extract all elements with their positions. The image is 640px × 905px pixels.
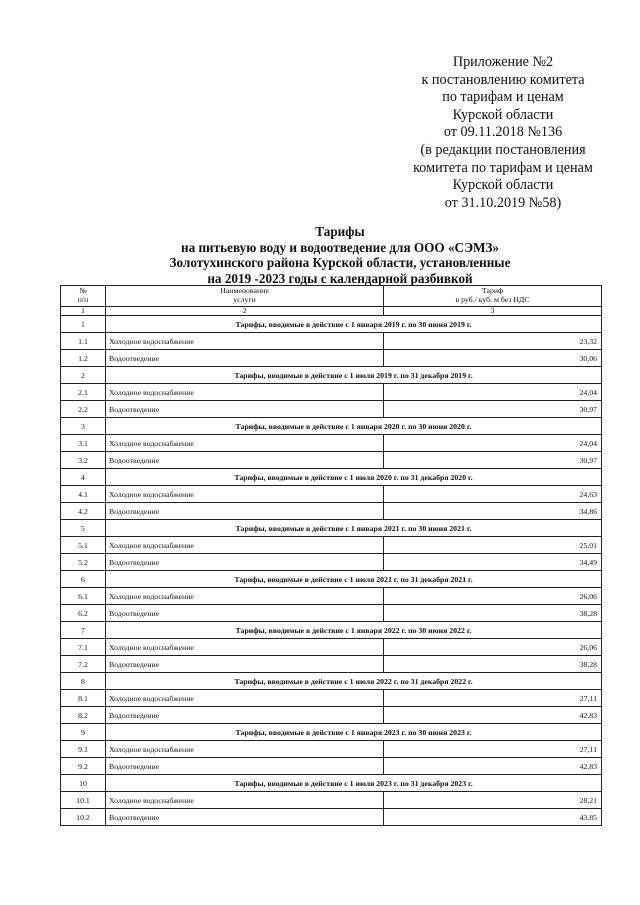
appendix-line: (в редакции постановления bbox=[420, 141, 586, 158]
appendix-line: по тарифам и ценам bbox=[442, 89, 564, 106]
appendix-reference bbox=[378, 54, 628, 212]
period-title: Тарифы, вводимые в действие с 1 января 2019 г. по 30 июня 2019 г. bbox=[106, 316, 602, 333]
period-title: Тарифы, вводимые в действие с 1 июля 2020 г. по 31 декабря 2020 г. bbox=[106, 469, 602, 486]
item-number: 6.1 bbox=[61, 588, 106, 605]
service-name: Водоотведение bbox=[106, 605, 384, 622]
service-name: Холодное водоснабжение bbox=[106, 690, 384, 707]
document-title bbox=[40, 224, 640, 286]
tariff-value: 34,49 bbox=[384, 554, 602, 571]
header-service bbox=[106, 286, 384, 307]
tariff-value: 24,04 bbox=[384, 435, 602, 452]
table-row bbox=[61, 690, 602, 707]
appendix-line: к постановлению комитета bbox=[421, 71, 585, 88]
tariff-value: 43,85 bbox=[384, 809, 602, 826]
column-number: 1 bbox=[61, 307, 106, 316]
header-tariff bbox=[384, 286, 602, 307]
service-name: Водоотведение bbox=[106, 554, 384, 571]
column-number: 3 bbox=[384, 307, 602, 316]
service-name: Холодное водоснабжение bbox=[106, 639, 384, 656]
tariff-table bbox=[60, 285, 602, 826]
appendix-line: от 09.11.2018 №136 bbox=[443, 124, 563, 141]
table-row bbox=[61, 741, 602, 758]
service-name: Водоотведение bbox=[106, 707, 384, 724]
appendix-line: Курской области bbox=[452, 177, 554, 194]
column-number: 2 bbox=[106, 307, 384, 316]
service-name: Водоотведение bbox=[106, 452, 384, 469]
service-name: Водоотведение bbox=[106, 350, 384, 367]
period-number: 10 bbox=[61, 775, 106, 792]
table-header-row bbox=[61, 286, 602, 307]
period-row bbox=[61, 418, 602, 435]
service-name: Водоотведение bbox=[106, 503, 384, 520]
service-name: Холодное водоснабжение bbox=[106, 588, 384, 605]
item-number: 2.1 bbox=[61, 384, 106, 401]
table-row bbox=[61, 537, 602, 554]
header-service-line1: Наименование bbox=[220, 286, 269, 295]
period-title: Тарифы, вводимые в действие с 1 июля 2021 г. по 31 декабря 2021 г. bbox=[106, 571, 602, 588]
table-row bbox=[61, 503, 602, 520]
header-number bbox=[61, 286, 106, 307]
item-number: 4.1 bbox=[61, 486, 106, 503]
period-row bbox=[61, 724, 602, 741]
tariff-value: 34,86 bbox=[384, 503, 602, 520]
table-row bbox=[61, 435, 602, 452]
item-number: 10.1 bbox=[61, 792, 106, 809]
period-row bbox=[61, 622, 602, 639]
appendix-line: от 31.10.2019 №58) bbox=[444, 194, 562, 211]
period-title: Тарифы, вводимые в действие с 1 июля 2023 г. по 31 декабря 2023 г. bbox=[106, 775, 602, 792]
item-number: 10.2 bbox=[61, 809, 106, 826]
service-name: Водоотведение bbox=[106, 758, 384, 775]
tariff-value: 30,97 bbox=[384, 452, 602, 469]
service-name: Водоотведение bbox=[106, 809, 384, 826]
table-row bbox=[61, 401, 602, 418]
period-row bbox=[61, 469, 602, 486]
tariff-value: 28,21 bbox=[384, 792, 602, 809]
appendix-line: комитета по тарифам и ценам bbox=[413, 159, 593, 176]
period-number: 5 bbox=[61, 520, 106, 537]
period-number: 8 bbox=[61, 673, 106, 690]
item-number: 4.2 bbox=[61, 503, 106, 520]
tariff-value: 30,97 bbox=[384, 401, 602, 418]
item-number: 2.2 bbox=[61, 401, 106, 418]
item-number: 7.1 bbox=[61, 639, 106, 656]
item-number: 9.2 bbox=[61, 758, 106, 775]
title-line: на питьевую воду и водоотведение для ООО «СЭМЗ» bbox=[180, 239, 500, 255]
tariff-value: 30,06 bbox=[384, 350, 602, 367]
period-title: Тарифы, вводимые в действие с 1 июля 2019 г. по 31 декабря 2019 г. bbox=[106, 367, 602, 384]
service-name: Холодное водоснабжение bbox=[106, 333, 384, 350]
service-name: Холодное водоснабжение bbox=[106, 486, 384, 503]
item-number: 5.2 bbox=[61, 554, 106, 571]
service-name: Холодное водоснабжение bbox=[106, 384, 384, 401]
period-row bbox=[61, 673, 602, 690]
tariff-value: 42,83 bbox=[384, 707, 602, 724]
period-number: 1 bbox=[61, 316, 106, 333]
appendix-line: Приложение №2 bbox=[452, 54, 554, 70]
table-row bbox=[61, 554, 602, 571]
period-number: 7 bbox=[61, 622, 106, 639]
item-number: 3.2 bbox=[61, 452, 106, 469]
header-service-line2: услуги bbox=[233, 295, 256, 304]
table-row bbox=[61, 350, 602, 367]
service-name: Водоотведение bbox=[106, 656, 384, 673]
period-row bbox=[61, 367, 602, 384]
tariff-value: 26,06 bbox=[384, 639, 602, 656]
item-number: 8.2 bbox=[61, 707, 106, 724]
item-number: 9.1 bbox=[61, 741, 106, 758]
tariff-value: 27,11 bbox=[384, 741, 602, 758]
column-number-row bbox=[61, 307, 602, 316]
table-row bbox=[61, 452, 602, 469]
period-number: 2 bbox=[61, 367, 106, 384]
header-tariff-line1: Тариф bbox=[481, 286, 504, 295]
table-row bbox=[61, 656, 602, 673]
tariff-value: 23,32 bbox=[384, 333, 602, 350]
period-title: Тарифы, вводимые в действие с 1 января 2023 г. по 30 июня 2023 г. bbox=[106, 724, 602, 741]
tariff-value: 27,11 bbox=[384, 690, 602, 707]
period-row bbox=[61, 571, 602, 588]
period-title: Тарифы, вводимые в действие с 1 января 2021 г. по 30 июня 2021 г. bbox=[106, 520, 602, 537]
service-name: Холодное водоснабжение bbox=[106, 435, 384, 452]
table-row bbox=[61, 758, 602, 775]
tariff-value: 24,04 bbox=[384, 384, 602, 401]
item-number: 8.1 bbox=[61, 690, 106, 707]
period-row bbox=[61, 520, 602, 537]
item-number: 5.1 bbox=[61, 537, 106, 554]
table-row bbox=[61, 384, 602, 401]
service-name: Холодное водоснабжение bbox=[106, 537, 384, 554]
item-number: 1.1 bbox=[61, 333, 106, 350]
title-line: на 2019 -2023 годы с календарной разбивкой bbox=[207, 270, 473, 286]
period-title: Тарифы, вводимые в действие с 1 января 2020 г. по 30 июня 2020 г. bbox=[106, 418, 602, 435]
table-row bbox=[61, 707, 602, 724]
period-number: 9 bbox=[61, 724, 106, 741]
item-number: 3.1 bbox=[61, 435, 106, 452]
period-title: Тарифы, вводимые в действие с 1 января 2022 г. по 30 июня 2022 г. bbox=[106, 622, 602, 639]
period-number: 4 bbox=[61, 469, 106, 486]
table-row bbox=[61, 333, 602, 350]
header-number-line1: № bbox=[79, 286, 87, 295]
table-row bbox=[61, 792, 602, 809]
item-number: 1.2 bbox=[61, 350, 106, 367]
period-number: 3 bbox=[61, 418, 106, 435]
item-number: 7.2 bbox=[61, 656, 106, 673]
service-name: Холодное водоснабжение bbox=[106, 792, 384, 809]
tariff-value: 24,63 bbox=[384, 486, 602, 503]
period-row bbox=[61, 316, 602, 333]
table-row bbox=[61, 486, 602, 503]
service-name: Водоотведение bbox=[106, 401, 384, 418]
service-name: Холодное водоснабжение bbox=[106, 741, 384, 758]
tariff-value: 25,01 bbox=[384, 537, 602, 554]
tariff-value: 26,06 bbox=[384, 588, 602, 605]
table-row bbox=[61, 605, 602, 622]
period-row bbox=[61, 775, 602, 792]
table-row bbox=[61, 639, 602, 656]
tariff-value: 38,28 bbox=[384, 656, 602, 673]
tariff-value: 42,83 bbox=[384, 758, 602, 775]
title-line: Тарифы bbox=[315, 224, 365, 239]
period-number: 6 bbox=[61, 571, 106, 588]
tariff-value: 38,28 bbox=[384, 605, 602, 622]
table-row bbox=[61, 588, 602, 605]
appendix-line: Курской области bbox=[452, 106, 554, 123]
header-number-line2: п/п bbox=[77, 295, 89, 304]
header-tariff-line2: в руб./ куб. м без НДС bbox=[455, 295, 530, 304]
title-line: Золотухинского района Курской области, установленные bbox=[169, 255, 511, 271]
period-title: Тарифы, вводимые в действие с 1 июля 2022 г. по 31 декабря 2022 г. bbox=[106, 673, 602, 690]
item-number: 6.2 bbox=[61, 605, 106, 622]
table-row bbox=[61, 809, 602, 826]
